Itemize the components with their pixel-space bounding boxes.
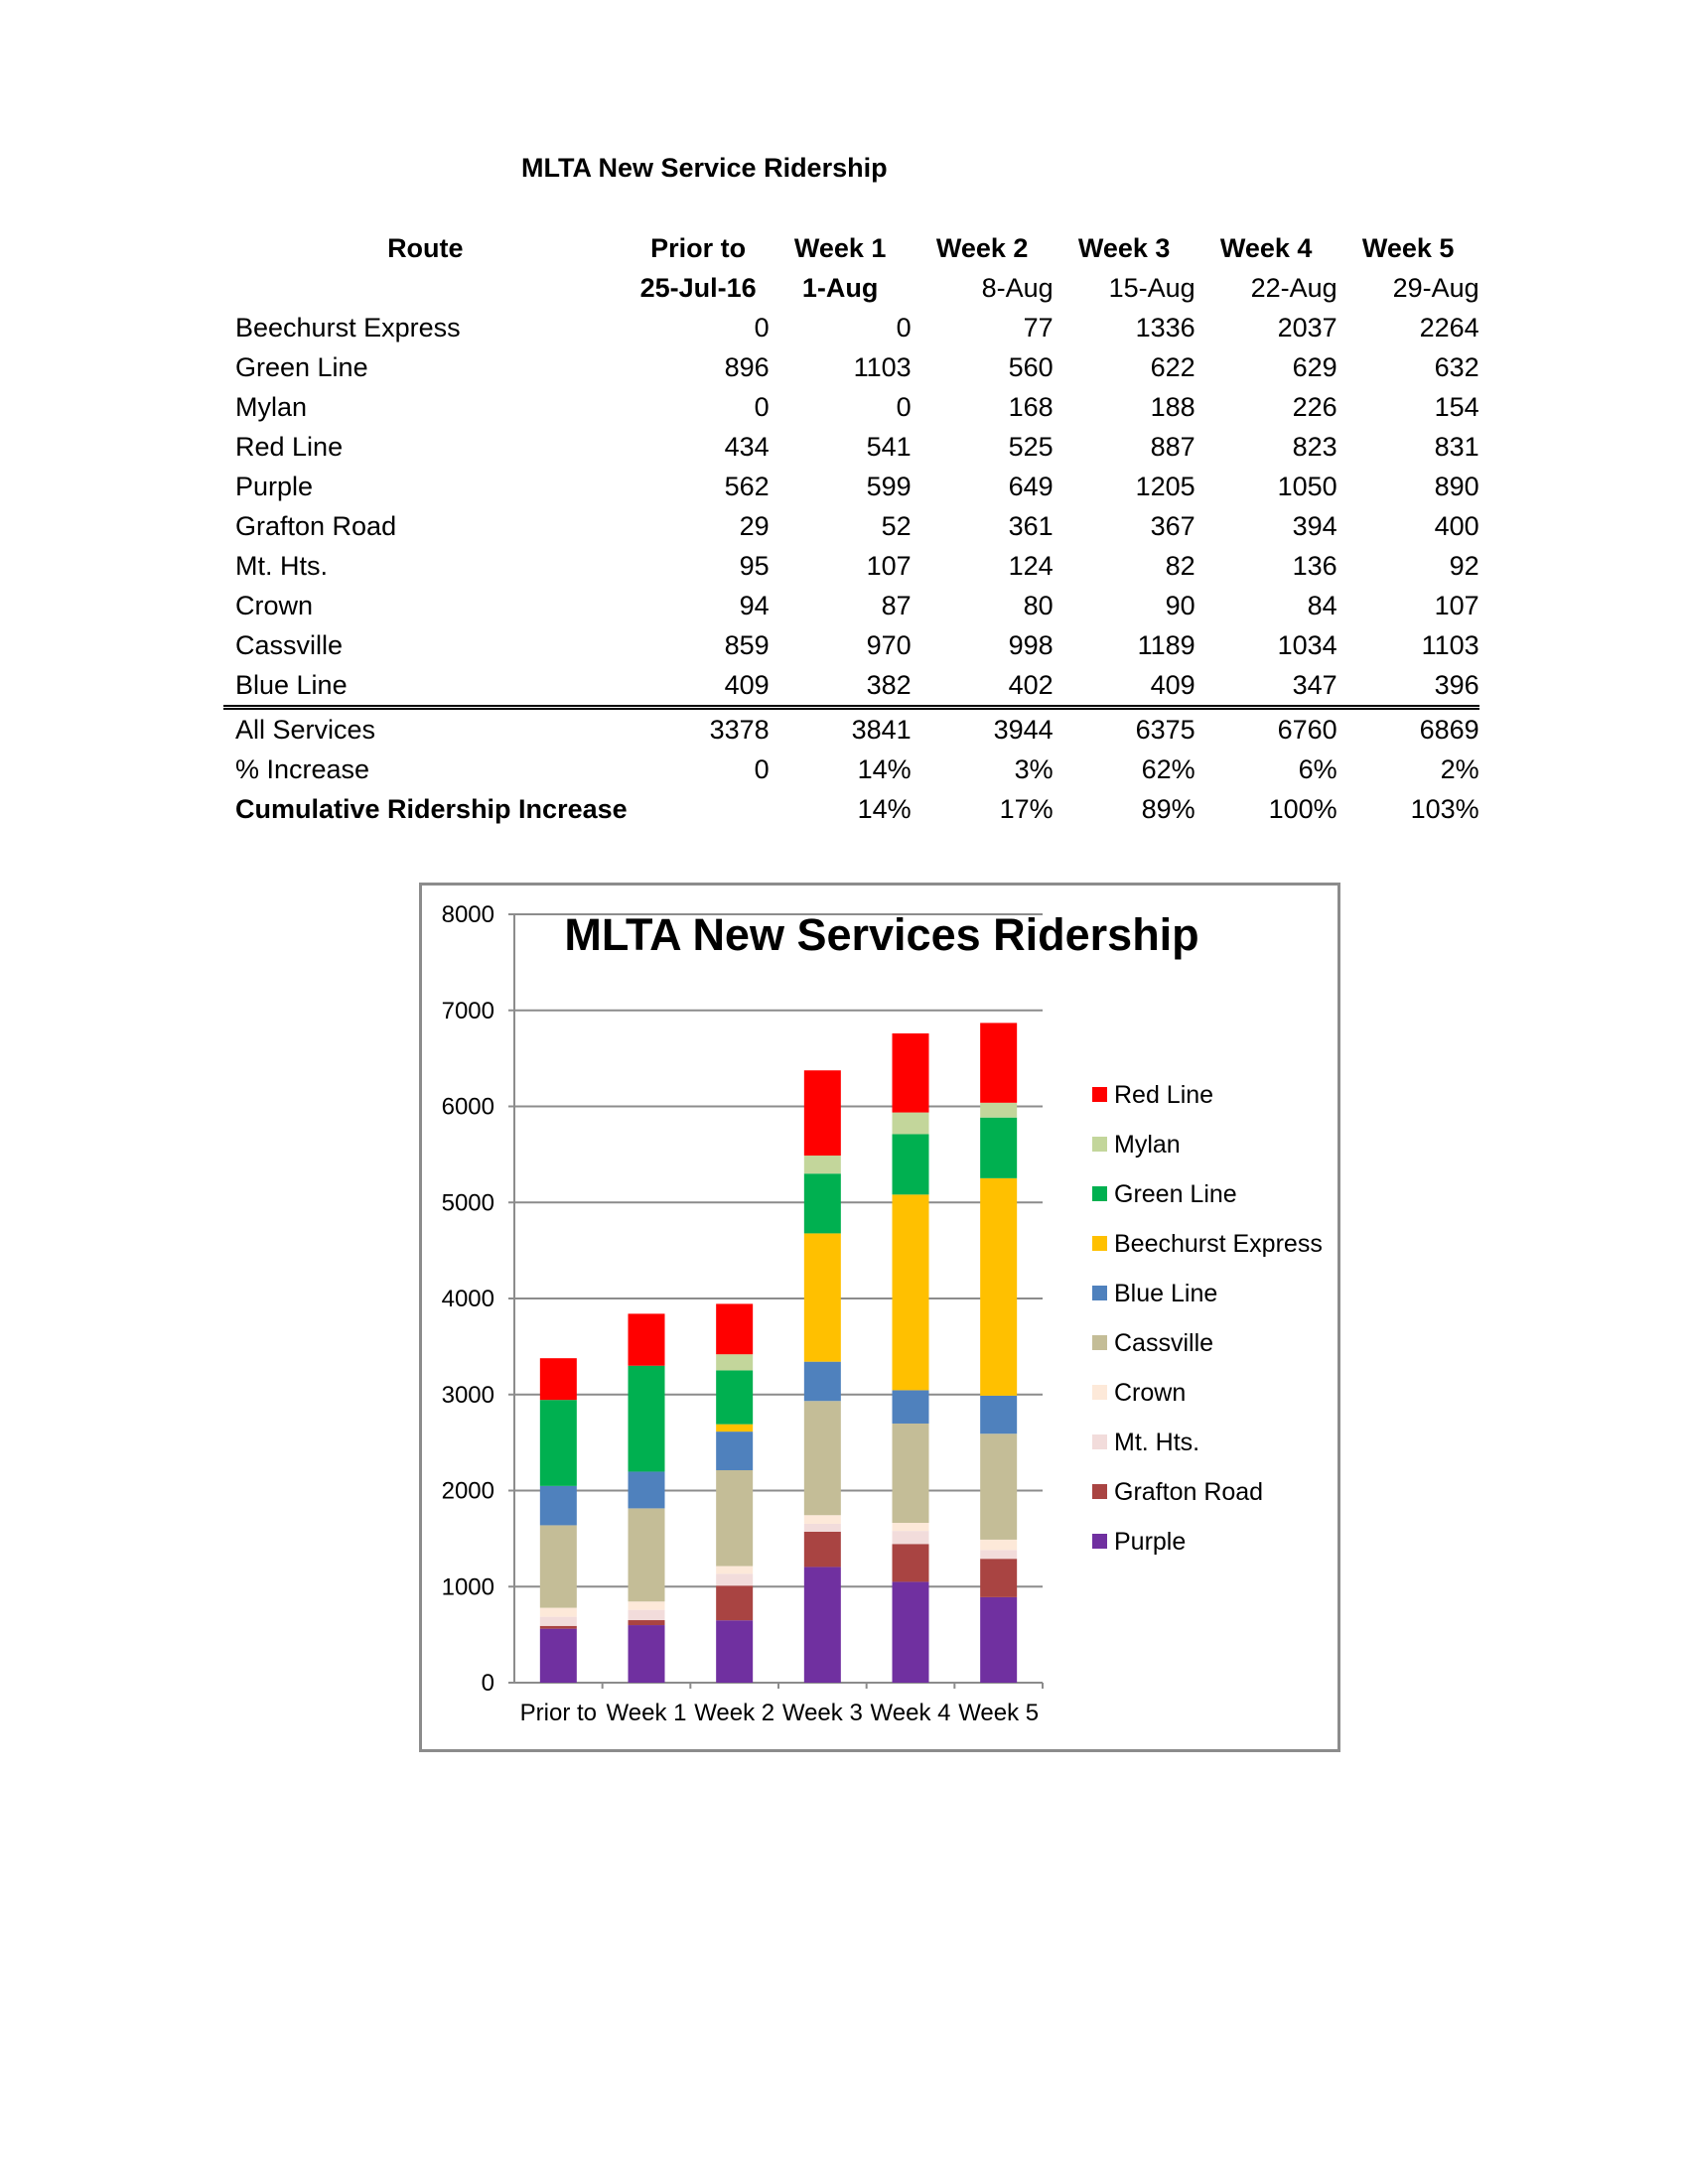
bar-segment-purple xyxy=(540,1629,577,1683)
y-tick-label: 6000 xyxy=(441,1093,494,1121)
summary-cell: 0 xyxy=(754,753,770,784)
bar-segment-cassville xyxy=(716,1470,753,1567)
table-cell: 402 xyxy=(1008,669,1054,700)
legend-swatch xyxy=(1092,1186,1107,1201)
table-row xyxy=(223,546,1479,586)
bar-segment-mt-hts- xyxy=(629,1610,665,1620)
route-name: Purple xyxy=(235,471,314,501)
bar-segment-red-line xyxy=(629,1313,665,1365)
bar-segment-beechurst-express xyxy=(804,1233,841,1361)
bar-segment-grafton-road xyxy=(540,1626,577,1629)
bar-segment-crown xyxy=(716,1567,753,1574)
y-tick-label: 5000 xyxy=(441,1189,494,1217)
bar-segment-grafton-road xyxy=(629,1620,665,1625)
table-cell: 95 xyxy=(739,550,770,581)
legend-swatch xyxy=(1092,1286,1107,1300)
table-cell: 154 xyxy=(1434,391,1479,422)
x-tick-label: Week 4 xyxy=(870,1700,951,1726)
bar-segment-green-line xyxy=(804,1173,841,1233)
bar-segment-blue-line xyxy=(540,1486,577,1526)
table-row xyxy=(223,347,1479,387)
summary-cell: 62% xyxy=(1141,753,1196,784)
bar-segment-mt-hts- xyxy=(804,1524,841,1532)
chart-frame xyxy=(419,883,1340,1752)
table-cell: 823 xyxy=(1292,431,1337,462)
table-cell: 998 xyxy=(1008,629,1054,660)
bar-segment-crown xyxy=(980,1540,1017,1550)
table-cell: 136 xyxy=(1292,550,1337,581)
summary-label: All Services xyxy=(223,708,628,751)
table-cell: 890 xyxy=(1434,471,1479,501)
bar-segment-blue-line xyxy=(804,1362,841,1402)
bar-segment-cassville xyxy=(629,1508,665,1601)
table-row xyxy=(223,586,1479,625)
table-cell: 367 xyxy=(1150,510,1196,541)
column-subheader: 22-Aug xyxy=(1250,272,1337,303)
table-cell: 52 xyxy=(881,510,912,541)
y-tick-label: 0 xyxy=(481,1670,494,1697)
bar-segment-beechurst-express xyxy=(980,1178,1017,1396)
legend-label: Blue Line xyxy=(1114,1280,1218,1307)
total-row xyxy=(223,708,1479,751)
table-cell: 29 xyxy=(739,510,770,541)
legend-label: Mt. Hts. xyxy=(1114,1429,1200,1456)
legend-label: Cassville xyxy=(1114,1329,1214,1357)
table-cell: 394 xyxy=(1292,510,1337,541)
table-cell: 0 xyxy=(896,312,912,342)
bar-segment-mt-hts- xyxy=(716,1573,753,1585)
table-cell: 859 xyxy=(724,629,770,660)
route-name: Blue Line xyxy=(235,669,348,700)
route-name: Mylan xyxy=(235,391,308,422)
bar-segment-cassville xyxy=(804,1401,841,1515)
legend-label: Mylan xyxy=(1114,1131,1181,1159)
table-cell: 107 xyxy=(866,550,912,581)
table-cell: 84 xyxy=(1307,590,1337,620)
column-subheader xyxy=(223,268,628,308)
y-tick-label: 7000 xyxy=(441,997,494,1024)
table-row xyxy=(223,625,1479,665)
table-cell: 90 xyxy=(1165,590,1196,620)
column-subheader: 29-Aug xyxy=(1392,272,1479,303)
table-cell: 87 xyxy=(881,590,912,620)
table-subheader-row xyxy=(223,268,1479,308)
table-cell: 2264 xyxy=(1419,312,1479,342)
table-cell: 525 xyxy=(1008,431,1054,462)
table-cell: 0 xyxy=(896,391,912,422)
summary-cell: 100% xyxy=(1268,793,1337,824)
pct-increase-row xyxy=(223,750,1479,789)
y-tick-label: 4000 xyxy=(441,1286,494,1312)
bar-segment-beechurst-express xyxy=(716,1425,753,1432)
bar-segment-purple xyxy=(980,1597,1017,1683)
x-tick-label: Week 5 xyxy=(958,1700,1040,1726)
table-cell: 382 xyxy=(866,669,912,700)
table-cell: 168 xyxy=(1008,391,1054,422)
bar-segment-mylan xyxy=(980,1103,1017,1118)
bar-segment-grafton-road xyxy=(804,1532,841,1568)
legend-label: Purple xyxy=(1114,1528,1187,1556)
table-cell: 107 xyxy=(1434,590,1479,620)
column-header: Week 2 xyxy=(935,232,1029,263)
table-cell: 2037 xyxy=(1277,312,1337,342)
table-cell: 409 xyxy=(1150,669,1196,700)
bar-segment-cassville xyxy=(540,1525,577,1607)
bar-segment-mylan xyxy=(716,1354,753,1370)
legend-swatch xyxy=(1092,1385,1107,1400)
x-tick-label: Week 3 xyxy=(781,1700,863,1726)
table-cell: 649 xyxy=(1008,471,1054,501)
summary-cell: 3378 xyxy=(628,708,770,751)
legend-swatch xyxy=(1092,1087,1107,1102)
y-tick-label: 3000 xyxy=(441,1381,494,1409)
bar-segment-cassville xyxy=(893,1424,929,1523)
bar-segment-green-line xyxy=(629,1366,665,1472)
summary-cell: 2% xyxy=(1440,753,1479,784)
y-tick-label: 2000 xyxy=(441,1477,494,1505)
bar-segment-purple xyxy=(893,1581,929,1683)
column-subheader: 1-Aug xyxy=(801,272,879,303)
table-cell: 1336 xyxy=(1135,312,1196,342)
table-cell: 0 xyxy=(754,312,770,342)
bar-segment-purple xyxy=(716,1620,753,1683)
table-cell: 188 xyxy=(1150,391,1196,422)
bar-segment-mt-hts- xyxy=(980,1550,1017,1559)
column-header: Week 1 xyxy=(793,232,887,263)
table-cell: 1050 xyxy=(1277,471,1337,501)
column-subheader: 25-Jul-16 xyxy=(639,272,757,303)
table-cell: 82 xyxy=(1165,550,1196,581)
x-tick-label: Prior to xyxy=(519,1700,598,1726)
summary-cell: 17% xyxy=(999,793,1054,824)
bar-segment-crown xyxy=(629,1601,665,1609)
chart-title: MLTA New Services Ridership xyxy=(564,909,1199,960)
legend-label: Crown xyxy=(1114,1379,1187,1407)
bar-segment-cassville xyxy=(980,1433,1017,1540)
table-cell: 560 xyxy=(1008,351,1054,382)
legend-swatch xyxy=(1092,1335,1107,1350)
table-row xyxy=(223,506,1479,546)
summary-cell: 3944 xyxy=(912,708,1054,751)
column-subheader: 8-Aug xyxy=(981,272,1054,303)
summary-cell xyxy=(628,789,770,829)
bar-segment-red-line xyxy=(980,1023,1017,1102)
bar-segment-mylan xyxy=(804,1156,841,1173)
table-cell: 400 xyxy=(1434,510,1479,541)
bar-segment-red-line xyxy=(540,1358,577,1400)
table-row xyxy=(223,665,1479,708)
legend-swatch xyxy=(1092,1137,1107,1152)
y-tick-label: 1000 xyxy=(441,1573,494,1601)
legend-swatch xyxy=(1092,1534,1107,1549)
bar-segment-red-line xyxy=(893,1033,929,1113)
bar-segment-mt-hts- xyxy=(540,1617,577,1626)
legend-label: Green Line xyxy=(1114,1180,1237,1208)
summary-cell: 89% xyxy=(1141,793,1196,824)
table-cell: 396 xyxy=(1434,669,1479,700)
table-cell: 1034 xyxy=(1277,629,1337,660)
route-name: Green Line xyxy=(235,351,368,382)
table-cell: 970 xyxy=(866,629,912,660)
route-name: Beechurst Express xyxy=(235,312,461,342)
table-row xyxy=(223,467,1479,506)
page-title: MLTA New Service Ridership xyxy=(521,153,888,183)
table-cell: 1189 xyxy=(1137,629,1196,660)
table-row xyxy=(223,387,1479,427)
ridership-chart xyxy=(422,886,1337,1749)
column-header: Week 3 xyxy=(1077,232,1171,263)
ridership-table xyxy=(223,228,1479,829)
bar-segment-crown xyxy=(893,1523,929,1531)
table-cell: 1205 xyxy=(1135,471,1196,501)
bar-segment-green-line xyxy=(893,1134,929,1194)
bar-segment-blue-line xyxy=(893,1390,929,1424)
table-cell: 896 xyxy=(724,351,770,382)
column-header: Route xyxy=(387,232,464,263)
legend-label: Red Line xyxy=(1114,1081,1214,1109)
summary-cell: 6869 xyxy=(1337,708,1479,751)
legend-label: Grafton Road xyxy=(1114,1478,1264,1506)
table-row xyxy=(223,427,1479,467)
table-cell: 831 xyxy=(1434,431,1479,462)
bar-segment-grafton-road xyxy=(716,1585,753,1620)
column-subheader: 15-Aug xyxy=(1108,272,1196,303)
table-header-row xyxy=(223,228,1479,268)
route-name: Grafton Road xyxy=(235,510,397,541)
bar-segment-crown xyxy=(804,1515,841,1524)
cumulative-row xyxy=(223,789,1479,829)
bar-segment-purple xyxy=(629,1625,665,1683)
bar-segment-green-line xyxy=(980,1118,1017,1178)
summary-cell: 6% xyxy=(1298,753,1337,784)
bar-segment-blue-line xyxy=(716,1432,753,1470)
table-cell: 92 xyxy=(1449,550,1479,581)
table-cell: 0 xyxy=(754,391,770,422)
column-header: Prior to xyxy=(650,232,747,263)
route-name: Cassville xyxy=(235,629,344,660)
table-row xyxy=(223,308,1479,347)
summary-cell: 103% xyxy=(1410,793,1479,824)
table-cell: 622 xyxy=(1150,351,1196,382)
bar-segment-beechurst-express xyxy=(893,1194,929,1390)
bar-segment-purple xyxy=(804,1567,841,1683)
table-cell: 226 xyxy=(1292,391,1337,422)
table-cell: 409 xyxy=(724,669,770,700)
y-tick-label: 8000 xyxy=(441,901,494,928)
table-cell: 887 xyxy=(1150,431,1196,462)
bar-segment-mylan xyxy=(893,1113,929,1135)
legend-swatch xyxy=(1092,1434,1107,1449)
table-cell: 599 xyxy=(866,471,912,501)
x-tick-label: Week 1 xyxy=(606,1700,687,1726)
bar-segment-crown xyxy=(540,1608,577,1617)
bar-segment-red-line xyxy=(716,1303,753,1354)
bar-segment-grafton-road xyxy=(893,1544,929,1581)
bar-segment-blue-line xyxy=(980,1396,1017,1433)
table-cell: 632 xyxy=(1434,351,1479,382)
table-cell: 77 xyxy=(1023,312,1054,342)
table-cell: 562 xyxy=(724,471,770,501)
table-cell: 541 xyxy=(866,431,912,462)
summary-cell: 3% xyxy=(1014,753,1054,784)
summary-cell: 6760 xyxy=(1196,708,1337,751)
x-tick-label: Week 2 xyxy=(694,1700,775,1726)
table-cell: 629 xyxy=(1292,351,1337,382)
summary-cell: 14% xyxy=(857,793,912,824)
table-cell: 124 xyxy=(1008,550,1054,581)
summary-label: % Increase xyxy=(235,753,370,784)
legend-label: Beechurst Express xyxy=(1114,1230,1323,1258)
summary-cell: 3841 xyxy=(770,708,912,751)
bar-segment-green-line xyxy=(716,1370,753,1424)
table-cell: 347 xyxy=(1292,669,1337,700)
summary-cell: 6375 xyxy=(1054,708,1196,751)
legend-swatch xyxy=(1092,1236,1107,1251)
column-header: Week 5 xyxy=(1361,232,1455,263)
column-header: Week 4 xyxy=(1219,232,1313,263)
route-name: Crown xyxy=(235,590,314,620)
route-name: Mt. Hts. xyxy=(235,550,328,581)
table-cell: 1103 xyxy=(853,351,912,382)
table-cell: 80 xyxy=(1023,590,1054,620)
bar-segment-blue-line xyxy=(629,1471,665,1508)
bar-segment-green-line xyxy=(540,1400,577,1486)
summary-cell: 14% xyxy=(857,753,912,784)
table-cell: 361 xyxy=(1008,510,1054,541)
bar-segment-mt-hts- xyxy=(893,1531,929,1544)
route-name: Red Line xyxy=(235,431,344,462)
legend-swatch xyxy=(1092,1484,1107,1499)
table-cell: 94 xyxy=(739,590,770,620)
summary-label: Cumulative Ridership Increase xyxy=(235,793,628,824)
bar-segment-red-line xyxy=(804,1070,841,1156)
bar-segment-grafton-road xyxy=(980,1559,1017,1597)
table-cell: 434 xyxy=(724,431,770,462)
table-cell: 1103 xyxy=(1421,629,1479,660)
